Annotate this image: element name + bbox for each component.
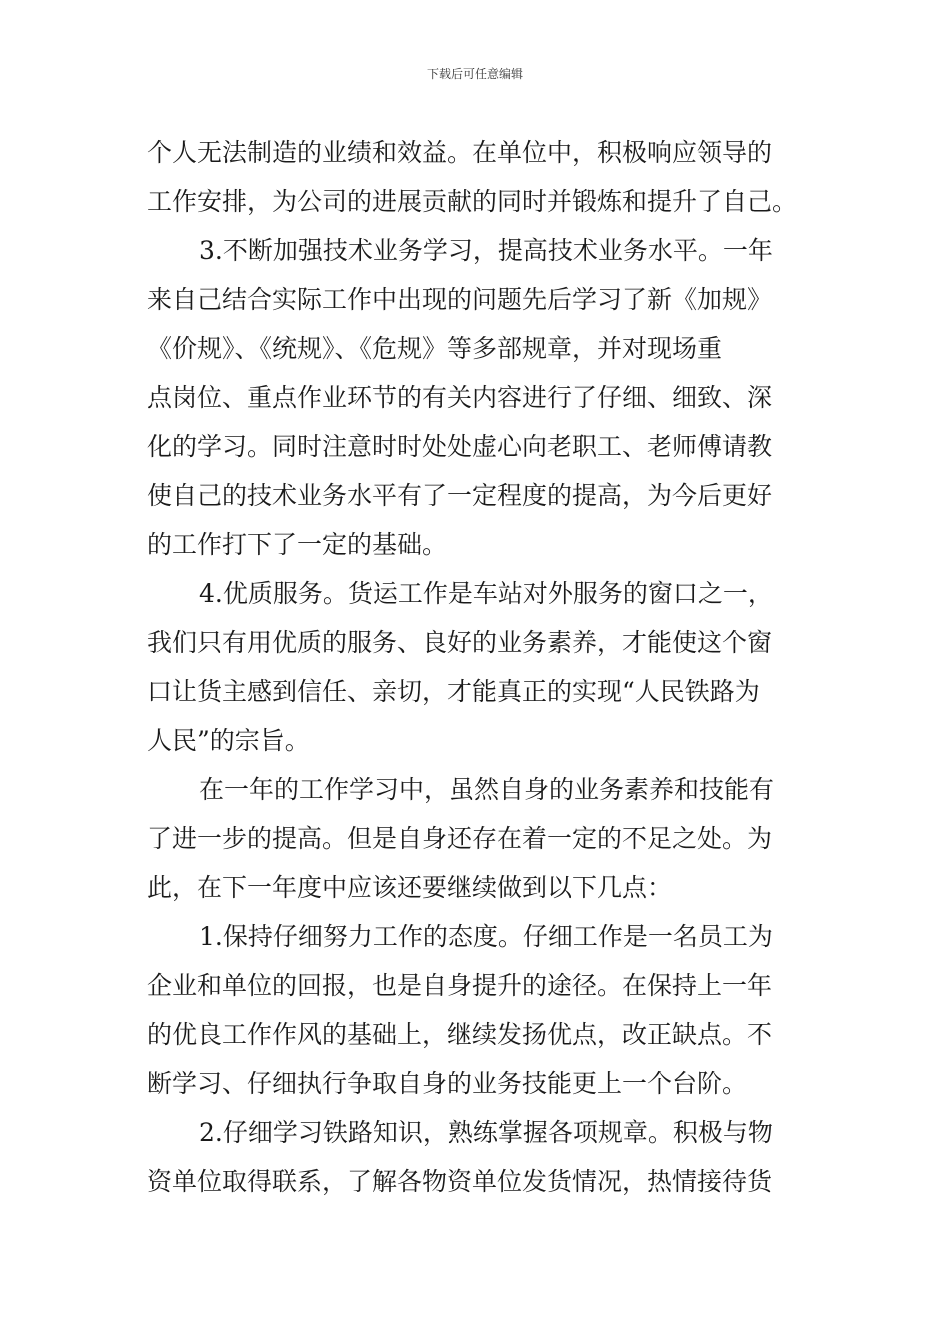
text-line: 人民”的宗旨。 (147, 726, 310, 755)
paragraph-start: 在一年的工作学习中，虽然自身的业务素养和技能有 (199, 775, 775, 804)
text-line: 的优良工作作风的基础上，继续发扬优点，改正缺点。不 (147, 1020, 773, 1049)
paragraph-start: 1.保持仔细努力工作的态度。仔细工作是一名员工为 (199, 922, 773, 951)
page-header: 下载后可任意编辑 (426, 67, 523, 81)
text-line: 个人无法制造的业绩和效益。在单位中，积极响应领导的 (147, 138, 773, 167)
document-body (147, 128, 807, 1206)
paragraph-start: 3.不断加强技术业务学习，提高技术业务水平。一年 (199, 236, 773, 265)
text-line: 《价规》、《统规》、《危规》等多部规章，并对现场重 (147, 334, 723, 363)
text-line: 使自己的技术业务水平有了一定程度的提高，为今后更好 (147, 481, 773, 510)
text-line: 资单位取得联系，了解各物资单位发货情况，热情接待货 (147, 1167, 773, 1196)
text-line: 来自己结合实际工作中出现的问题先后学习了新《加规》 (147, 285, 773, 314)
text-line: 企业和单位的回报，也是自身提升的途径。在保持上一年 (147, 971, 773, 1000)
paragraph-start: 2.仔细学习铁路知识，熟练掌握各项规章。积极与物 (199, 1118, 773, 1147)
text-line: 此，在下一年度中应该还要继续做到以下几点： (147, 873, 673, 902)
text-line: 断学习、仔细执行争取自身的业务技能更上一个台阶。 (147, 1069, 748, 1098)
text-line: 口让货主感到信任、亲切，才能真正的实现“人民铁路为 (147, 677, 760, 706)
paragraph-start: 4.优质服务。货运工作是车站对外服务的窗口之一， (199, 579, 773, 608)
text-line: 我们只有用优质的服务、良好的业务素养，才能使这个窗 (147, 628, 773, 657)
text-line: 工作安排，为公司的进展贡献的同时并锻炼和提升了自己。 (147, 187, 798, 216)
text-line: 点岗位、重点作业环节的有关内容进行了仔细、细致、深 (147, 383, 773, 412)
text-line: 了进一步的提高。但是自身还存在着一定的不足之处。为 (147, 824, 773, 853)
text-line: 的工作打下了一定的基础。 (147, 530, 448, 559)
text-line: 化的学习。同时注意时时处处虚心向老职工、老师傅请教 (147, 432, 773, 461)
